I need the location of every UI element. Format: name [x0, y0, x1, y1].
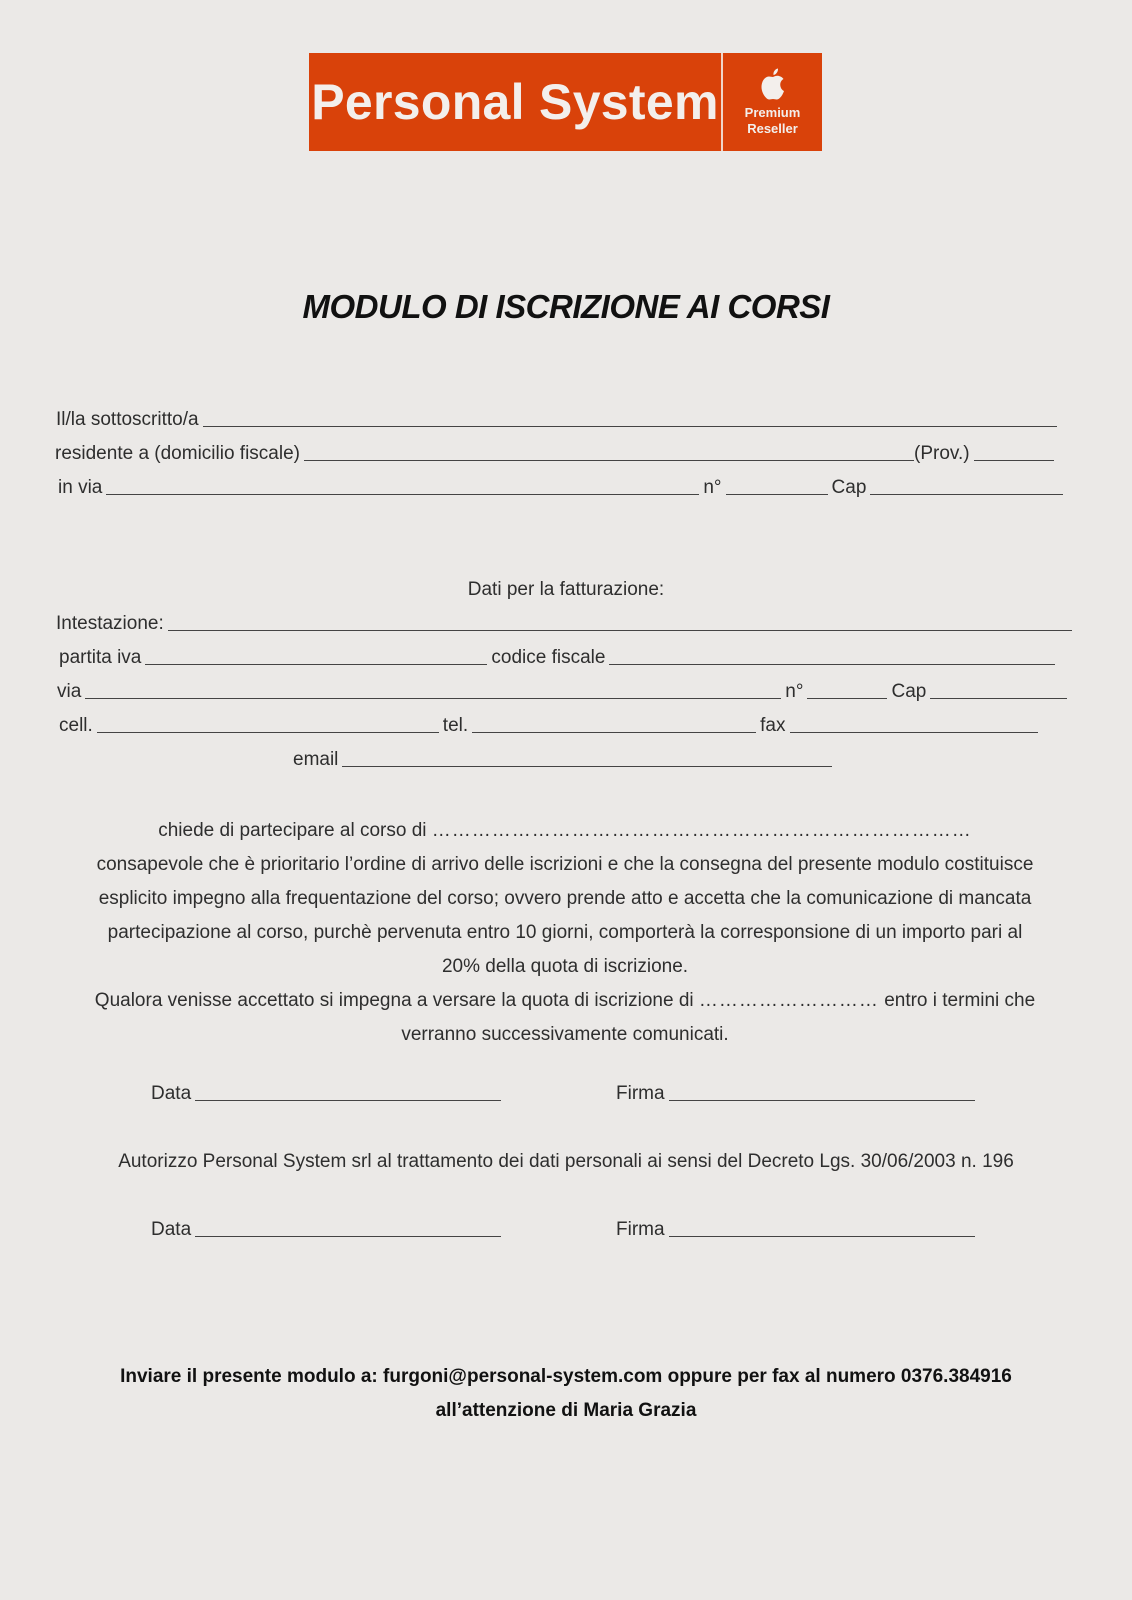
cell-field[interactable]: [97, 732, 439, 733]
fax-label: fax: [760, 715, 786, 736]
sottoscritto-field[interactable]: [203, 426, 1057, 427]
email-label: email: [293, 749, 339, 770]
firma-label-2: Firma: [616, 1219, 665, 1240]
request-line-5: 20% della quota di iscrizione.: [441, 956, 689, 977]
request-paragraph: [50, 814, 1080, 1052]
request-line-4: partecipazione al corso, purchè pervenuta entro 10 giorni, comporterà la corresponsione di un importo pari al: [107, 922, 1023, 943]
firma-label-1: Firma: [616, 1083, 665, 1104]
request-line-7: verranno successivamente comunicati.: [401, 1024, 729, 1045]
data-row-1: [151, 1083, 505, 1105]
partita-iva-field[interactable]: [145, 664, 487, 665]
billing-via-row: [57, 681, 1071, 703]
request-line-1: chiede di partecipare al corso di ………………………………………………………………………: [158, 820, 972, 841]
badge-reseller-text: Reseller: [747, 121, 798, 136]
cap-field[interactable]: [870, 494, 1063, 495]
badge-premium-text: Premium: [744, 105, 801, 120]
partita-iva-row: [59, 647, 1059, 669]
data-label-2: Data: [151, 1219, 192, 1240]
billing-cap-field[interactable]: [930, 698, 1067, 699]
corso-dotted-field[interactable]: ………………………………………………………………………: [431, 820, 972, 841]
data-label-1: Data: [151, 1083, 192, 1104]
via-label: in via: [58, 477, 103, 498]
request-line-6: Qualora venisse accettato si impegna a versare la quota di iscrizione di ……………………… entro i termini che: [94, 990, 1036, 1011]
fax-field[interactable]: [790, 732, 1038, 733]
billing-via-field[interactable]: [85, 698, 781, 699]
prov-label: (Prov.): [914, 443, 970, 464]
page-title: MODULO DI ISCRIZIONE AI CORSI: [302, 288, 830, 325]
numero-label: n°: [703, 477, 722, 498]
data-field-2[interactable]: [195, 1236, 501, 1237]
intestazione-label: Intestazione:: [56, 613, 164, 634]
cell-label: cell.: [59, 715, 93, 736]
residente-field[interactable]: [304, 460, 914, 461]
prov-field[interactable]: [974, 460, 1054, 461]
residente-label: residente a (domicilio fiscale): [55, 443, 300, 464]
sottoscritto-row: [56, 409, 1061, 431]
footer-line-1: Inviare il presente modulo a: furgoni@personal-system.com oppure per fax al numero 0376.384916: [120, 1366, 1012, 1387]
codice-fiscale-field[interactable]: [609, 664, 1055, 665]
apple-icon: [758, 67, 788, 101]
intestazione-field[interactable]: [168, 630, 1072, 631]
via-field[interactable]: [106, 494, 699, 495]
residente-row: [55, 443, 1058, 465]
data-field-1[interactable]: [195, 1100, 501, 1101]
intestazione-row: [56, 613, 1076, 635]
billing-heading: Dati per la fatturazione:: [467, 579, 665, 600]
contact-row: [59, 715, 1042, 737]
premium-reseller-badge: [723, 53, 822, 151]
numero-field[interactable]: [726, 494, 828, 495]
request-line-2: consapevole che è prioritario l’ordine di arrivo delle iscrizioni e che la consegna del presente modulo costituisce: [96, 854, 1034, 875]
privacy-consent-text: Autorizzo Personal System srl al trattamento dei dati personali ai sensi del Decreto Lgs. 30/06/2003 n. 196: [118, 1151, 1014, 1172]
logo-banner: [309, 53, 822, 151]
email-field[interactable]: [342, 766, 832, 767]
billing-numero-field[interactable]: [807, 698, 887, 699]
quota-dotted-field[interactable]: ………………………: [698, 990, 879, 1011]
firma-row-2: [616, 1219, 979, 1241]
cap-label: Cap: [831, 477, 867, 498]
firma-row-1: [616, 1083, 979, 1105]
request-line-3: esplicito impegno alla frequentazione del corso; ovvero prende atto e accetta che la comunicazione di mancata: [98, 888, 1032, 909]
codice-fiscale-label: codice fiscale: [491, 647, 606, 668]
sottoscritto-label: Il/la sottoscritto/a: [56, 409, 199, 430]
tel-field[interactable]: [472, 732, 756, 733]
logo-company-name: Personal System: [311, 74, 719, 130]
submission-instructions: [0, 1360, 1132, 1428]
firma-field-2[interactable]: [669, 1236, 975, 1237]
data-row-2: [151, 1219, 505, 1241]
billing-cap-label: Cap: [891, 681, 927, 702]
via-row: [58, 477, 1067, 499]
billing-via-label: via: [57, 681, 82, 702]
partita-iva-label: partita iva: [59, 647, 142, 668]
footer-line-2: all’attenzione di Maria Grazia: [435, 1400, 697, 1421]
billing-numero-label: n°: [785, 681, 804, 702]
email-row: [293, 749, 836, 771]
tel-label: tel.: [442, 715, 469, 736]
firma-field-1[interactable]: [669, 1100, 975, 1101]
